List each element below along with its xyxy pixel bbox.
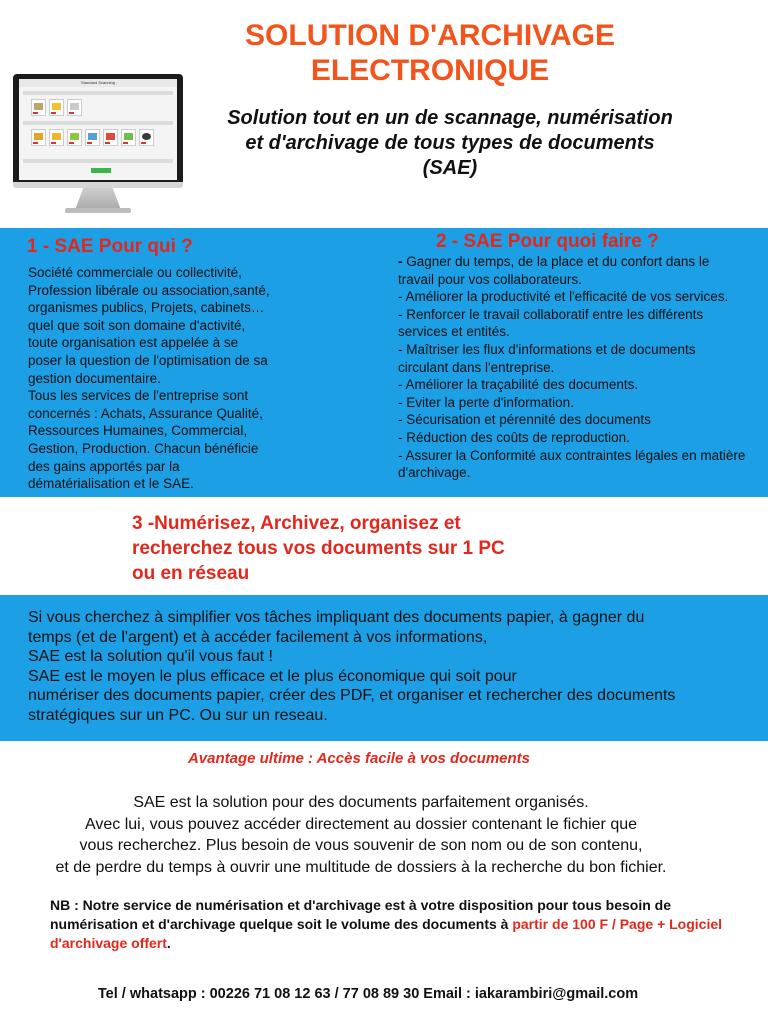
panel-header-bar bbox=[23, 159, 173, 163]
section3-title: 3 -Numérisez, Archivez, organisez et recherchez tous vos documents sur 1 PC ou en réseau bbox=[132, 513, 505, 584]
nb-text: NB : Notre service de numérisation et d'archivage est à votre disposition pour tous besoin de numérisation et d'archivage quelque soit le volume des documents à bbox=[50, 897, 672, 932]
advantage-heading: Avantage ultime : Accès facile à vos documents bbox=[187, 750, 531, 767]
section1-title: 1 - SAE Pour qui ? bbox=[27, 236, 193, 257]
scan-tile-icon bbox=[67, 99, 82, 116]
folder-tile-icon bbox=[103, 129, 118, 146]
contact-line: Tel / whatsapp : 00226 71 08 12 63 / 77 08 89 30 Email : iakarambiri@gmail.com bbox=[97, 986, 639, 1002]
list-item: - Améliorer la productivité et l'efficacité de vos services. bbox=[398, 288, 748, 306]
folder-tile-icon bbox=[31, 129, 46, 146]
nb-note bbox=[50, 896, 750, 953]
folder-tile-icon bbox=[67, 129, 82, 146]
folder-tile-icon bbox=[85, 129, 100, 146]
list-item: - Assurer la Conformité aux contraintes légales en matière d'archivage. bbox=[398, 447, 748, 482]
list-item: - Sécurisation et pérennité des documents bbox=[398, 411, 748, 429]
monitor-bezel bbox=[13, 74, 183, 186]
monitor-chin bbox=[13, 182, 183, 188]
nb-price-highlight: partir de 100 F / Page + Logiciel d'archivage offert bbox=[50, 916, 723, 951]
section2-list bbox=[398, 253, 748, 482]
body-paragraph: SAE est la solution pour des documents parfaitement organisés. Avec lui, vous pouvez accéder directement au dossier contenant le fichier que vous recherchez. Plus besoin de vous souvenir de son nom ou de son contenu, et de perdre du temps à ouvrir une multitude de dossiers à la recherche du bon fichier. bbox=[55, 794, 667, 876]
scan-tile-icon bbox=[31, 99, 46, 116]
folder-tile-icon bbox=[121, 129, 136, 146]
start-button bbox=[91, 168, 111, 173]
app-window-title: Standard Scanning bbox=[19, 79, 177, 87]
nb-end: . bbox=[166, 935, 171, 951]
page-subtitle: Solution tout en un de scannage, numérisation et d'archivage de tous types de documents (SAE) bbox=[227, 107, 673, 179]
monitor-stand bbox=[75, 188, 121, 210]
monitor-foot bbox=[65, 208, 131, 213]
folder-tile-icon bbox=[139, 129, 154, 146]
panel-header-bar bbox=[23, 121, 173, 125]
scan-tile-icon bbox=[49, 99, 64, 116]
list-item: - Eviter la perte d'information. bbox=[398, 394, 748, 412]
section4-text: Si vous cherchez à simplifier vos tâches impliquant des documents papier, à gagner du temps (et de l'argent) et à accéder facilement à vos informations, SAE est la solution qu'il vous faut ! SAE est le moyen le plus efficace et le plus économique qui soit pour numériser des documents papier, créer des PDF, et organiser et rechercher des documents stratégiques sur un PC. Ou sur un reseau. bbox=[28, 609, 676, 724]
list-item: - Réduction des coûts de reproduction. bbox=[398, 429, 748, 447]
folder-tile-icon bbox=[49, 129, 64, 146]
section2-title: 2 - SAE Pour quoi faire ? bbox=[436, 231, 659, 252]
panel-header-bar bbox=[23, 91, 173, 95]
list-item: - Améliorer la traçabilité des documents. bbox=[398, 376, 748, 394]
section1-text: Société commerciale ou collectivité, Profession libérale ou association,santé, organismes publics, Projets, cabinets… quel que soit son domaine d'activité, toute organisation est appelée à se poser la question de l'optimisation de sa gestion documentaire. Tous les services de l'entreprise sont concernés : Achats, Assurance Qualité, Ressources Humaines, Commercial, Gestion, Production. Chacun bénéficie des gains apportés par la dématérialisation et le SAE. bbox=[28, 265, 270, 492]
list-item: - Maîtriser les flux d'informations et de documents circulant dans l'entreprise. bbox=[398, 341, 748, 376]
list-item: - Renforcer le travail collaboratif entre les différents services et entités. bbox=[398, 306, 748, 341]
page-title: SOLUTION D'ARCHIVAGE ELECTRONIQUE bbox=[245, 19, 615, 87]
monitor-screen bbox=[19, 79, 177, 180]
list-item: - Gagner du temps, de la place et du confort dans le travail pour vos collaborateurs. bbox=[398, 253, 748, 288]
monitor-app-screenshot-icon bbox=[13, 74, 183, 218]
